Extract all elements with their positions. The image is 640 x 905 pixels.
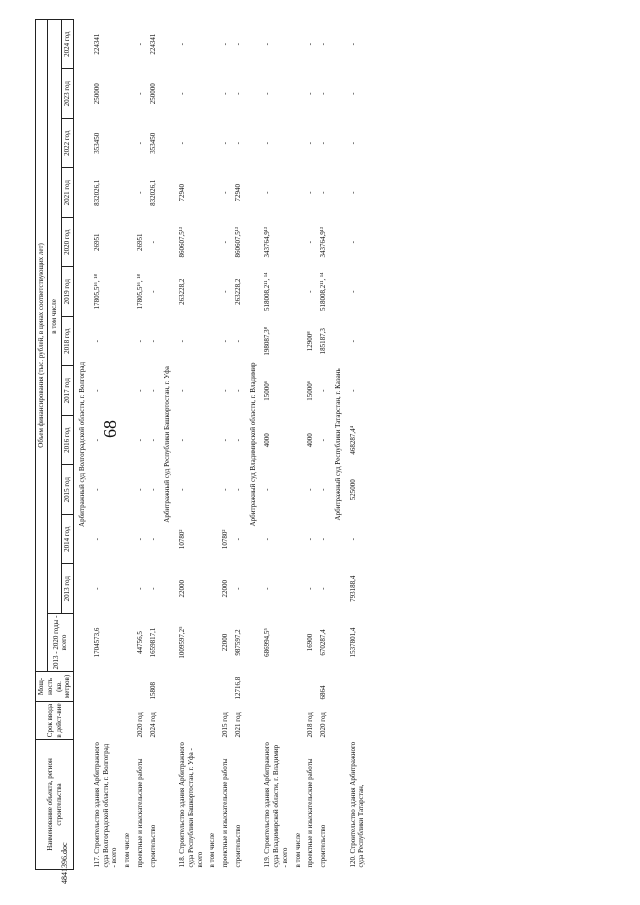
- year-value-cell: [206, 564, 219, 614]
- year-value-cell: 518008,2¹¹, ¹⁴: [263, 272, 272, 311]
- year-value-cell: -: [148, 340, 157, 343]
- year-value-cell: -: [306, 587, 315, 590]
- total-cell: 670287,4: [319, 629, 327, 656]
- header-year: 2023 год: [62, 69, 74, 119]
- region-title: Арбитражный суд Республики Башкортостан, г. Уфа: [163, 366, 172, 523]
- table-row: [134, 19, 147, 869]
- year-value-cell: [206, 416, 219, 466]
- year-value-cell: 15000⁶: [306, 380, 315, 401]
- year-value-cell: [206, 19, 219, 69]
- total-cell: 1659817,1: [148, 627, 157, 658]
- year-value-cell: -: [148, 488, 157, 491]
- table-row: [292, 19, 305, 869]
- year-value-cell: [121, 317, 134, 367]
- capacity-cell: 6864: [319, 685, 327, 700]
- year-value-cell: [206, 515, 219, 565]
- year-value-cell: -: [178, 142, 186, 145]
- year-value-cell: -: [221, 340, 229, 343]
- table-row: [219, 19, 232, 869]
- year-value-cell: -: [348, 92, 357, 95]
- year-value-cell: -: [319, 142, 327, 145]
- page-number: 68: [100, 420, 120, 438]
- region-row: [159, 19, 176, 869]
- year-value-cell: -: [233, 142, 242, 145]
- year-value-cell: 10780²: [221, 529, 229, 550]
- object-name-cell: 119. Строительство здания Арбитражного суда Владимирской области, г. Владимир - всего: [263, 742, 289, 868]
- table-row: [347, 19, 369, 869]
- year-value-cell: 263228,2: [233, 278, 242, 305]
- year-value-cell: -: [221, 488, 229, 491]
- year-value-cell: -: [148, 241, 157, 244]
- year-value-cell: -: [221, 439, 229, 442]
- year-value-cell: 15000⁶: [263, 380, 272, 401]
- total-cell: [292, 614, 305, 672]
- region-title: Арбитражный суд Республики Татарстан, г. Казань: [333, 368, 342, 521]
- header-year: 2015 год: [62, 465, 74, 515]
- table-row: [176, 19, 206, 869]
- term-cell: 2020 год: [135, 712, 144, 738]
- table-row: [232, 19, 245, 869]
- year-value-cell: [206, 317, 219, 367]
- year-value-cell: 22000: [178, 580, 186, 598]
- year-value-cell: 198087,3⁸: [263, 326, 272, 356]
- capacity-cell: [134, 672, 147, 702]
- object-name-cell: строительство: [233, 824, 242, 868]
- year-value-cell: [292, 119, 305, 169]
- year-value-cell: [121, 168, 134, 218]
- year-value-cell: [121, 267, 134, 317]
- region-row: [74, 19, 91, 869]
- term-cell: [91, 702, 121, 740]
- year-value-cell: -: [348, 538, 357, 541]
- year-value-cell: -: [92, 389, 101, 392]
- header-total: 2013 - 2020 годы - всего: [47, 614, 73, 672]
- term-cell: 2018 год: [306, 712, 315, 738]
- year-value-cell: -: [135, 191, 144, 194]
- year-value-cell: 468287,4⁴: [348, 425, 357, 455]
- year-value-cell: 26951: [92, 233, 101, 251]
- term-cell: [261, 702, 291, 740]
- year-value-cell: [292, 218, 305, 268]
- term-cell: [176, 702, 206, 740]
- table-body: [74, 19, 369, 869]
- term-cell: 2021 год: [233, 712, 242, 738]
- object-name-cell: в том числе: [293, 832, 302, 868]
- object-name-cell: проектные и изыскательские работы: [135, 758, 144, 868]
- year-value-cell: 17805,5¹⁶, ¹⁸: [135, 274, 144, 310]
- year-value-cell: -: [348, 290, 357, 293]
- object-name-cell: проектные и изыскательские работы: [221, 758, 229, 868]
- year-value-cell: -: [306, 241, 315, 244]
- year-value-cell: 224341: [92, 33, 101, 55]
- header-year: 2024 год: [62, 19, 74, 69]
- capacity-cell: 12716,8: [233, 676, 242, 700]
- year-value-cell: 263228,2: [178, 278, 186, 305]
- year-value-cell: 4000: [306, 433, 315, 448]
- year-value-cell: [206, 465, 219, 515]
- year-value-cell: [121, 515, 134, 565]
- year-value-cell: 793188,4: [348, 575, 357, 602]
- year-value-cell: -: [319, 92, 327, 95]
- year-value-cell: 250000: [148, 83, 157, 105]
- year-value-cell: -: [221, 191, 229, 194]
- year-value-cell: -: [306, 488, 315, 491]
- header-year: 2017 год: [62, 366, 74, 416]
- year-value-cell: -: [233, 538, 242, 541]
- year-value-cell: [292, 317, 305, 367]
- year-value-cell: 353450: [92, 132, 101, 154]
- year-value-cell: -: [92, 439, 101, 442]
- year-value-cell: -: [233, 389, 242, 392]
- header-including: в том числе: [47, 19, 62, 613]
- year-value-cell: 72940: [233, 184, 242, 202]
- object-name-cell: в том числе: [208, 832, 217, 868]
- year-value-cell: -: [221, 142, 229, 145]
- year-value-cell: 518008,2¹¹, ¹⁴: [319, 272, 327, 311]
- year-value-cell: 224341: [148, 33, 157, 55]
- year-value-cell: 26951: [135, 233, 144, 251]
- year-value-cell: -: [319, 191, 327, 194]
- region-title: Арбитражный суд Волгоградской области, г. Волгоград: [78, 361, 86, 527]
- year-value-cell: -: [135, 587, 144, 590]
- capacity-cell: 15808: [148, 682, 157, 700]
- term-cell: [121, 702, 134, 740]
- capacity-cell: [304, 672, 317, 702]
- term-cell: [206, 702, 219, 740]
- capacity-cell: [219, 672, 232, 702]
- year-value-cell: -: [263, 92, 272, 95]
- region-title: Арбитражный суд Владимирской области, г. Владимир: [248, 362, 257, 527]
- year-value-cell: -: [178, 340, 186, 343]
- total-cell: 1537801,4: [348, 627, 357, 658]
- year-value-cell: -: [306, 142, 315, 145]
- region-row: [330, 19, 347, 869]
- year-value-cell: -: [348, 241, 357, 244]
- total-cell: 686994,5⁵: [263, 628, 272, 657]
- year-value-cell: -: [233, 92, 242, 95]
- year-value-cell: [292, 19, 305, 69]
- year-value-cell: 72940: [178, 184, 186, 202]
- term-cell: [292, 702, 305, 740]
- year-value-cell: -: [233, 43, 242, 46]
- year-value-cell: -: [263, 587, 272, 590]
- funding-table-sheet: [35, 20, 545, 870]
- year-value-cell: -: [306, 290, 315, 293]
- year-value-cell: -: [221, 92, 229, 95]
- year-value-cell: -: [135, 488, 144, 491]
- capacity-cell: [347, 672, 369, 702]
- capacity-cell: [91, 672, 121, 702]
- year-value-cell: [121, 465, 134, 515]
- object-name-cell: 117. Строительство здания Арбитражного суда Волгоградской области, г. Волгоград - всего: [92, 742, 119, 868]
- year-value-cell: 832026,1: [148, 179, 157, 206]
- year-value-cell: -: [319, 389, 327, 392]
- year-value-cell: 860607,5¹³: [178, 227, 186, 258]
- year-value-cell: -: [221, 389, 229, 392]
- total-cell: 1009597,2⁵: [178, 626, 186, 659]
- year-value-cell: -: [263, 43, 272, 46]
- header-year: 2016 год: [62, 416, 74, 466]
- year-value-cell: 4000: [263, 433, 272, 448]
- year-value-cell: -: [135, 92, 144, 95]
- year-value-cell: -: [319, 43, 327, 46]
- year-value-cell: -: [263, 142, 272, 145]
- capacity-cell: [176, 672, 206, 702]
- table-row: [317, 19, 330, 869]
- year-value-cell: -: [221, 290, 229, 293]
- year-value-cell: [292, 465, 305, 515]
- header-year: 2019 год: [62, 267, 74, 317]
- term-cell: [347, 702, 369, 740]
- year-value-cell: -: [135, 340, 144, 343]
- total-cell: 16900: [306, 633, 315, 652]
- header-year: 2022 год: [62, 119, 74, 169]
- year-value-cell: -: [348, 340, 357, 343]
- year-value-cell: -: [319, 587, 327, 590]
- object-name-cell: 120. Строительство здания Арбитражного суда Республики Татарстан,: [348, 741, 366, 868]
- capacity-cell: [292, 672, 305, 702]
- year-value-cell: [121, 416, 134, 466]
- year-value-cell: [292, 267, 305, 317]
- term-cell: 2024 год: [148, 712, 157, 738]
- total-cell: [206, 614, 219, 672]
- year-value-cell: [292, 366, 305, 416]
- header-year: 2013 год: [62, 564, 74, 614]
- year-value-cell: -: [233, 587, 242, 590]
- year-value-cell: 353450: [148, 132, 157, 154]
- year-value-cell: 343764,9¹³: [263, 227, 272, 258]
- year-value-cell: [121, 69, 134, 119]
- table-row: [91, 19, 121, 869]
- header-year: 2014 год: [62, 515, 74, 565]
- year-value-cell: 250000: [92, 83, 101, 105]
- year-value-cell: -: [319, 488, 327, 491]
- region-row: [245, 19, 262, 869]
- year-value-cell: -: [306, 92, 315, 95]
- year-value-cell: 343764,9¹³: [319, 227, 327, 258]
- year-value-cell: -: [148, 587, 157, 590]
- year-value-cell: -: [263, 538, 272, 541]
- year-value-cell: -: [178, 43, 186, 46]
- year-value-cell: [206, 119, 219, 169]
- year-value-cell: 12900⁸: [306, 331, 315, 352]
- header-funding: Объем финансирования (тыс. рублей, в ценах соответствующих лет): [36, 19, 48, 671]
- year-value-cell: [206, 267, 219, 317]
- year-value-cell: -: [178, 488, 186, 491]
- table-row: [121, 19, 134, 869]
- year-value-cell: -: [348, 389, 357, 392]
- year-value-cell: -: [233, 340, 242, 343]
- table-row: [147, 19, 160, 869]
- year-value-cell: 17805,5¹⁶, ¹⁸: [92, 274, 101, 310]
- year-value-cell: 525000: [348, 479, 357, 501]
- year-value-cell: [121, 119, 134, 169]
- object-name-cell: строительство: [148, 824, 157, 868]
- year-value-cell: -: [263, 488, 272, 491]
- year-value-cell: -: [92, 587, 101, 590]
- year-value-cell: -: [148, 290, 157, 293]
- year-value-cell: 832026,1: [92, 179, 101, 206]
- year-value-cell: 10780²: [178, 529, 186, 550]
- year-value-cell: [206, 366, 219, 416]
- total-cell: 22000: [221, 633, 229, 652]
- table-row: [206, 19, 219, 869]
- document-code: 4841396.doc: [60, 842, 69, 884]
- object-name-cell: в том числе: [123, 832, 131, 868]
- total-cell: [121, 614, 134, 672]
- year-value-cell: -: [135, 439, 144, 442]
- year-value-cell: [292, 168, 305, 218]
- year-value-cell: -: [306, 538, 315, 541]
- year-value-cell: -: [221, 241, 229, 244]
- year-value-cell: [292, 564, 305, 614]
- year-value-cell: -: [178, 92, 186, 95]
- year-value-cell: -: [148, 389, 157, 392]
- year-value-cell: -: [348, 191, 357, 194]
- object-name-cell: строительство: [319, 824, 327, 868]
- capacity-cell: [206, 672, 219, 702]
- year-value-cell: -: [319, 439, 327, 442]
- header-year: 2021 год: [62, 168, 74, 218]
- year-value-cell: -: [348, 43, 357, 46]
- year-value-cell: -: [306, 191, 315, 194]
- year-value-cell: [206, 168, 219, 218]
- object-name-cell: проектные и изыскательские работы: [306, 758, 315, 868]
- table-row: [304, 19, 317, 869]
- header-year: 2020 год: [62, 218, 74, 268]
- header-name: Наименование объекта, регион строительства: [36, 740, 74, 870]
- year-value-cell: -: [348, 142, 357, 145]
- funding-table: [35, 19, 368, 870]
- total-cell: 987597,2: [233, 629, 242, 656]
- table-row: [261, 19, 291, 869]
- year-value-cell: -: [92, 538, 101, 541]
- year-value-cell: -: [135, 538, 144, 541]
- year-value-cell: [292, 416, 305, 466]
- year-value-cell: -: [233, 488, 242, 491]
- year-value-cell: -: [233, 439, 242, 442]
- capacity-cell: [261, 672, 291, 702]
- year-value-cell: -: [178, 439, 186, 442]
- year-value-cell: 185187,3: [319, 328, 327, 355]
- year-value-cell: [206, 69, 219, 119]
- year-value-cell: -: [319, 538, 327, 541]
- object-name-cell: 118. Строительство здания Арбитражного суда Республики Башкортостан, г. Уфа - всего: [178, 742, 204, 868]
- header-capacity: Мощ-ность (кв. метров): [36, 672, 74, 702]
- year-value-cell: [121, 19, 134, 69]
- header-year: 2018 год: [62, 317, 74, 367]
- total-cell: 1704573,6: [92, 627, 101, 658]
- year-value-cell: -: [92, 488, 101, 491]
- term-cell: 2020 год: [319, 712, 327, 738]
- year-value-cell: 22000: [221, 580, 229, 598]
- header-term: Срок ввода в дейст-вие: [36, 702, 74, 740]
- year-value-cell: [292, 69, 305, 119]
- year-value-cell: [121, 366, 134, 416]
- capacity-cell: [121, 672, 134, 702]
- total-cell: 44756,5: [135, 631, 144, 654]
- year-value-cell: -: [135, 43, 144, 46]
- year-value-cell: [206, 218, 219, 268]
- year-value-cell: -: [148, 439, 157, 442]
- term-cell: 2015 год: [221, 712, 229, 738]
- year-value-cell: -: [306, 43, 315, 46]
- year-value-cell: [121, 218, 134, 268]
- year-value-cell: -: [178, 389, 186, 392]
- year-value-cell: [121, 564, 134, 614]
- year-value-cell: -: [92, 340, 101, 343]
- year-value-cell: -: [148, 538, 157, 541]
- table-header: [36, 19, 74, 869]
- year-value-cell: -: [135, 142, 144, 145]
- year-value-cell: -: [135, 389, 144, 392]
- year-value-cell: [292, 515, 305, 565]
- year-value-cell: 860607,5¹³: [233, 227, 242, 258]
- year-value-cell: -: [221, 43, 229, 46]
- year-value-cell: -: [263, 191, 272, 194]
